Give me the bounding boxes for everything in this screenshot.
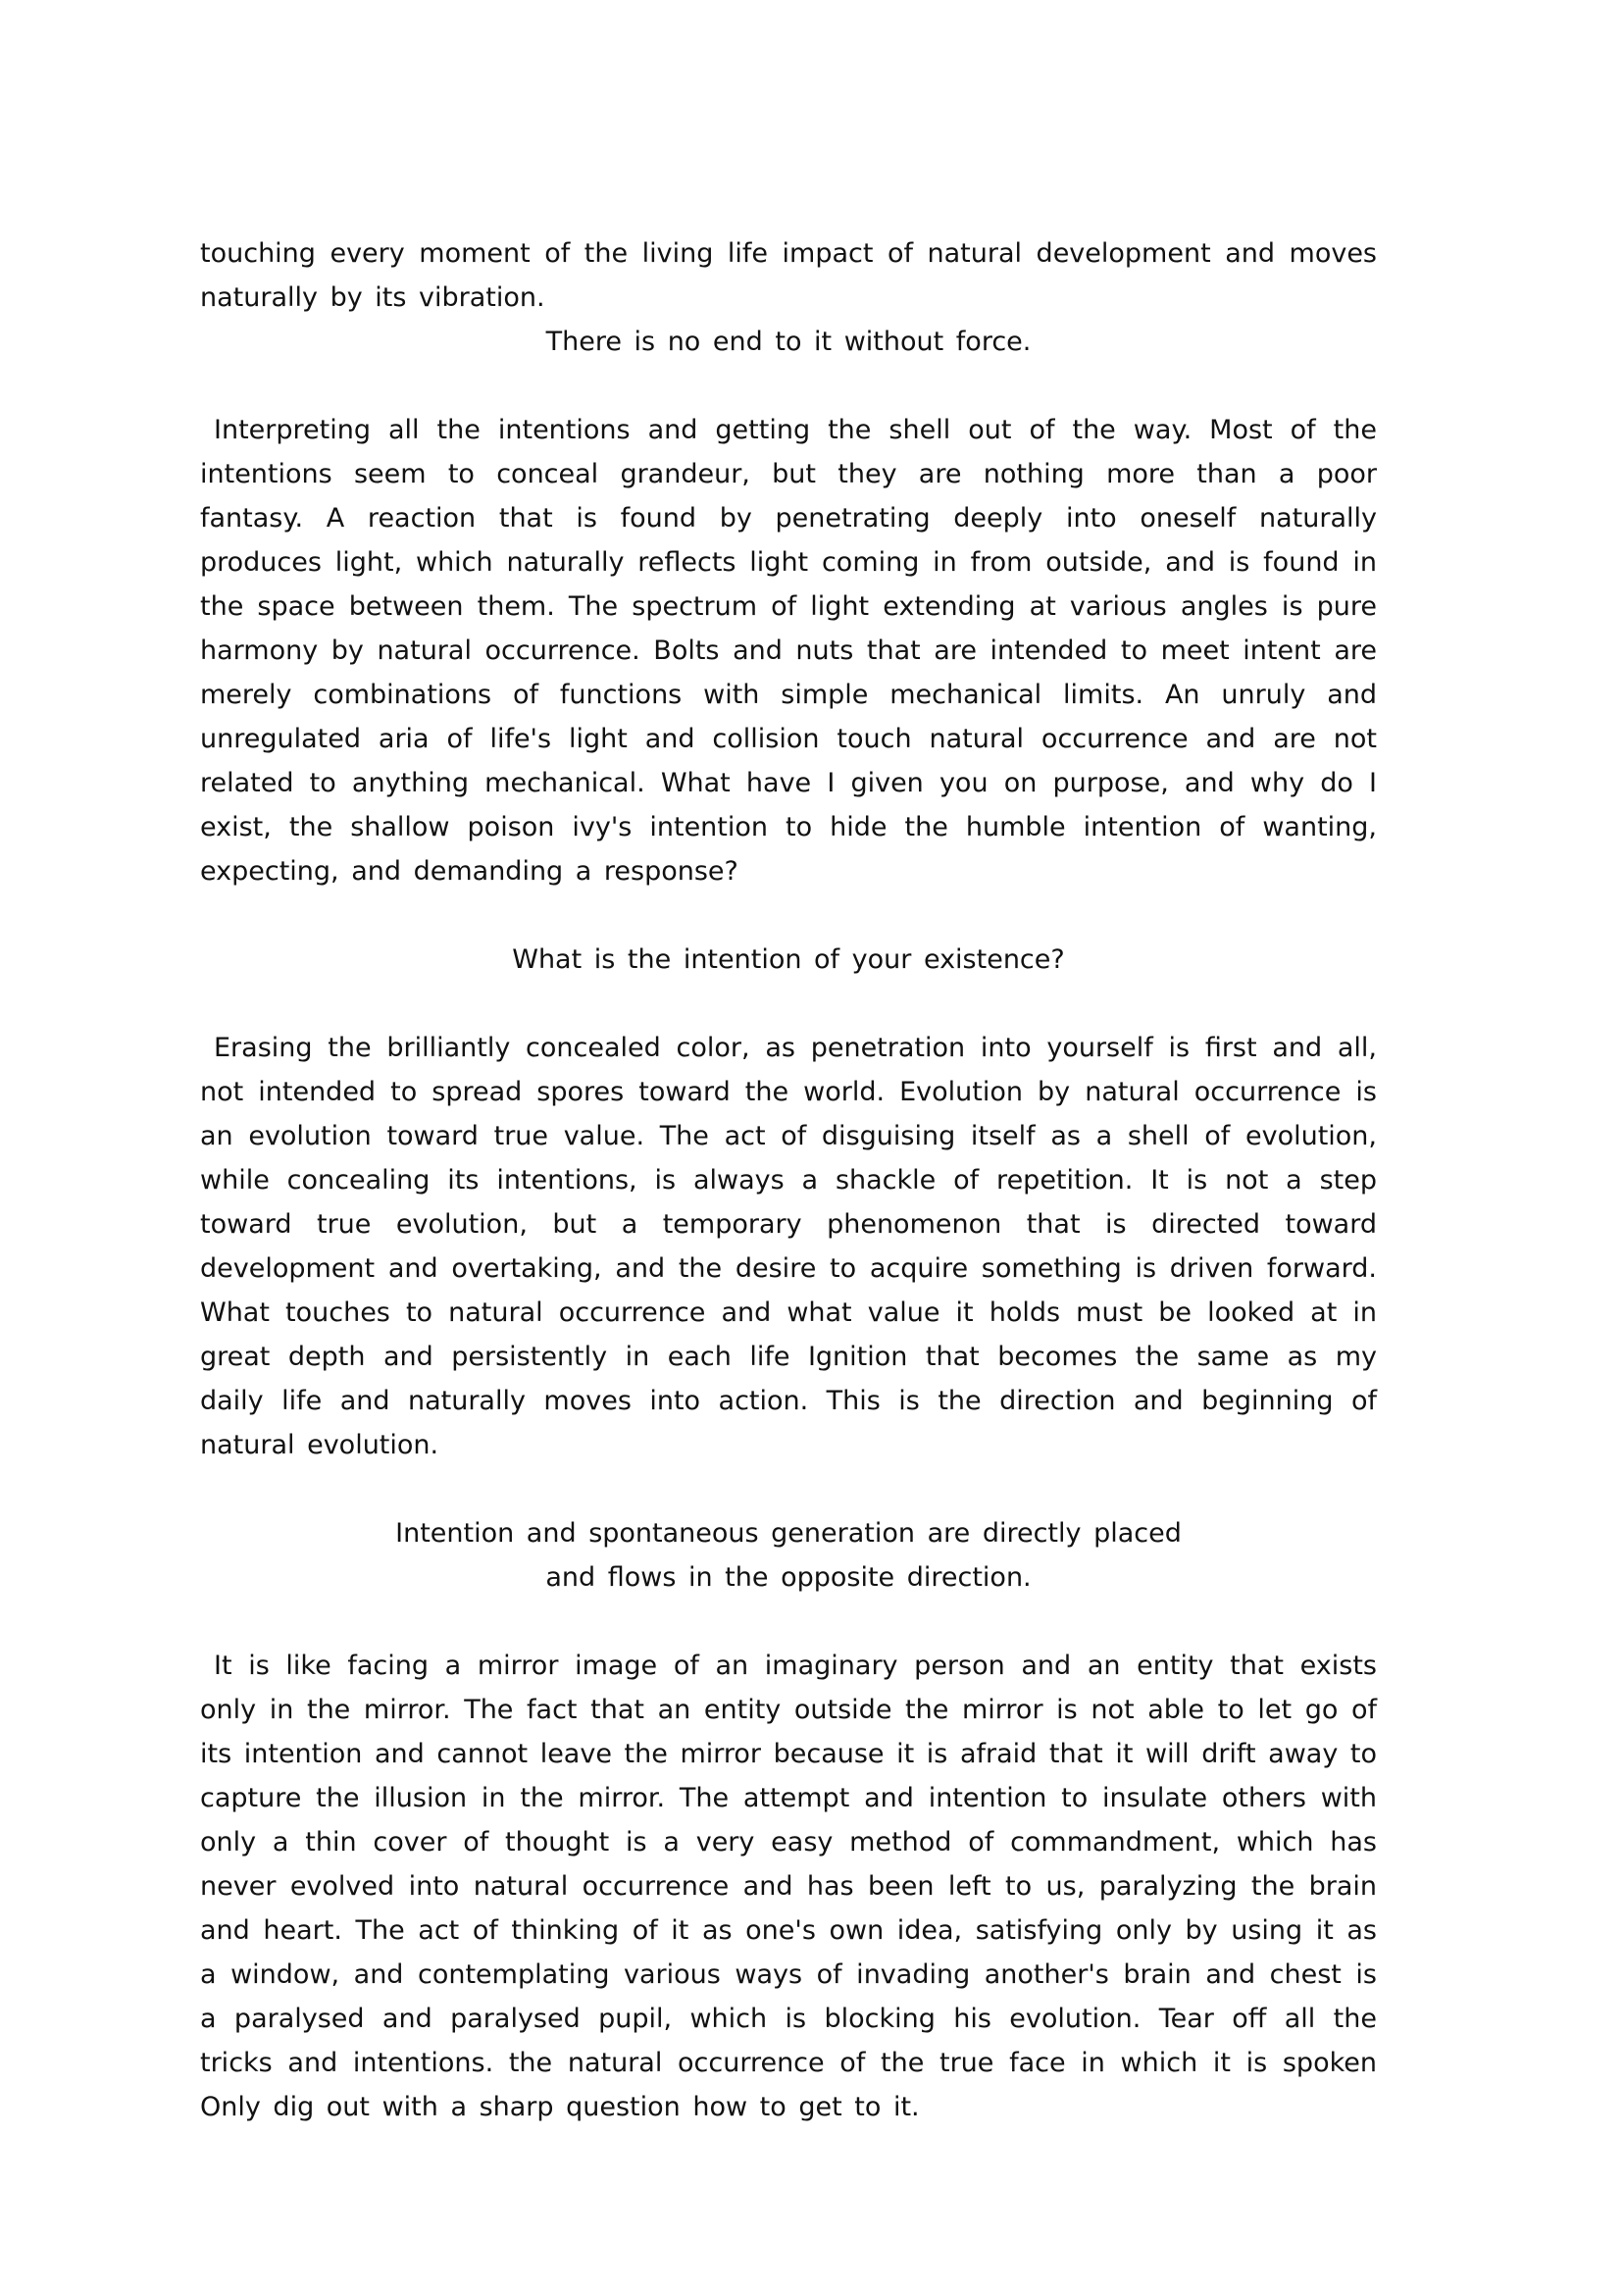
paragraph-mirror: It is like facing a mirror image of an imaginary person and an entity that exists only in the mirror. The fact that an entity outside the mirror is not able to let go of its intention and cannot leave the mirror because it is afraid that it will drift away to capture the illusion in the mirror. The attempt and intention to insulate others with only a thin cover of thought is a very easy method of commandment, which has never evolved into natural occurrence and has been left to us, paralyzing the brain and heart. The act of thinking of it as one's own idea, satisfying only by using it as a window, and contemplating various ways of invading another's brain and chest is a paralysed and paralysed pupil, which is blocking his evolution. Tear off all the tricks and intentions. the natural occurrence of the true face in which it is spoken Only dig out with a sharp question how to get to it. bbox=[200, 1651, 1377, 2122]
centered-question-existence: What is the intention of your existence? bbox=[512, 944, 1065, 975]
opening-paragraph: touching every moment of the living life impact of natural development and moves naturally by its vibration. bbox=[200, 238, 1377, 313]
paragraph-spacer bbox=[200, 982, 1377, 1026]
paragraph-intentions: Interpreting all the intentions and getting the shell out of the way. Most of the intentions seem to conceal grandeur, but they are nothing more than a poor fantasy. A reaction that is found by penetrating deeply into oneself naturally produces light, which naturally reflects light coming in from outside, and is found in the space between them. The spectrum of light extending at various angles is pure harmony by natural occurrence. Bolts and nuts that are intended to meet intent are merely combinations of functions with simple mechanical limits. An unruly and unregulated aria of life's light and collision touch natural occurrence and are not related to anything mechanical. What have I given you on purpose, and why do I exist, the shallow poison ivy's intention to hide the humble intention of wanting, expecting, and demanding a response? bbox=[200, 415, 1377, 887]
paragraph-spacer bbox=[200, 364, 1377, 408]
paragraph-spacer bbox=[200, 893, 1377, 938]
centered-statement-no-end: There is no end to it without force. bbox=[545, 327, 1032, 357]
paragraph-evolution: Erasing the brilliantly concealed color, as penetration into yourself is first and all, not intended to spread spores toward the world. Evolution by natural occurrence is an evolution toward true value. The act of disguising itself as a shell of evolution, while concealing its intentions, is always a shackle of repetition. It is not a step toward true evolution, but a temporary phenomenon that is directed toward development and overtaking, and the desire to acquire something is driven forward. What touches to natural occurrence and what value it holds must be looked at in great depth and persistently in each life Ignition that becomes the same as my daily life and naturally moves into action. This is the direction and beginning of natural evolution. bbox=[200, 1033, 1377, 1460]
paragraph-spacer bbox=[200, 1600, 1377, 1644]
centered-statement-intention-line-2: and flows in the opposite direction. bbox=[545, 1562, 1032, 1593]
document-body bbox=[200, 231, 1377, 2129]
paragraph-spacer bbox=[200, 1467, 1377, 1511]
centered-statement-intention-line-1: Intention and spontaneous generation are directly placed bbox=[395, 1518, 1182, 1549]
